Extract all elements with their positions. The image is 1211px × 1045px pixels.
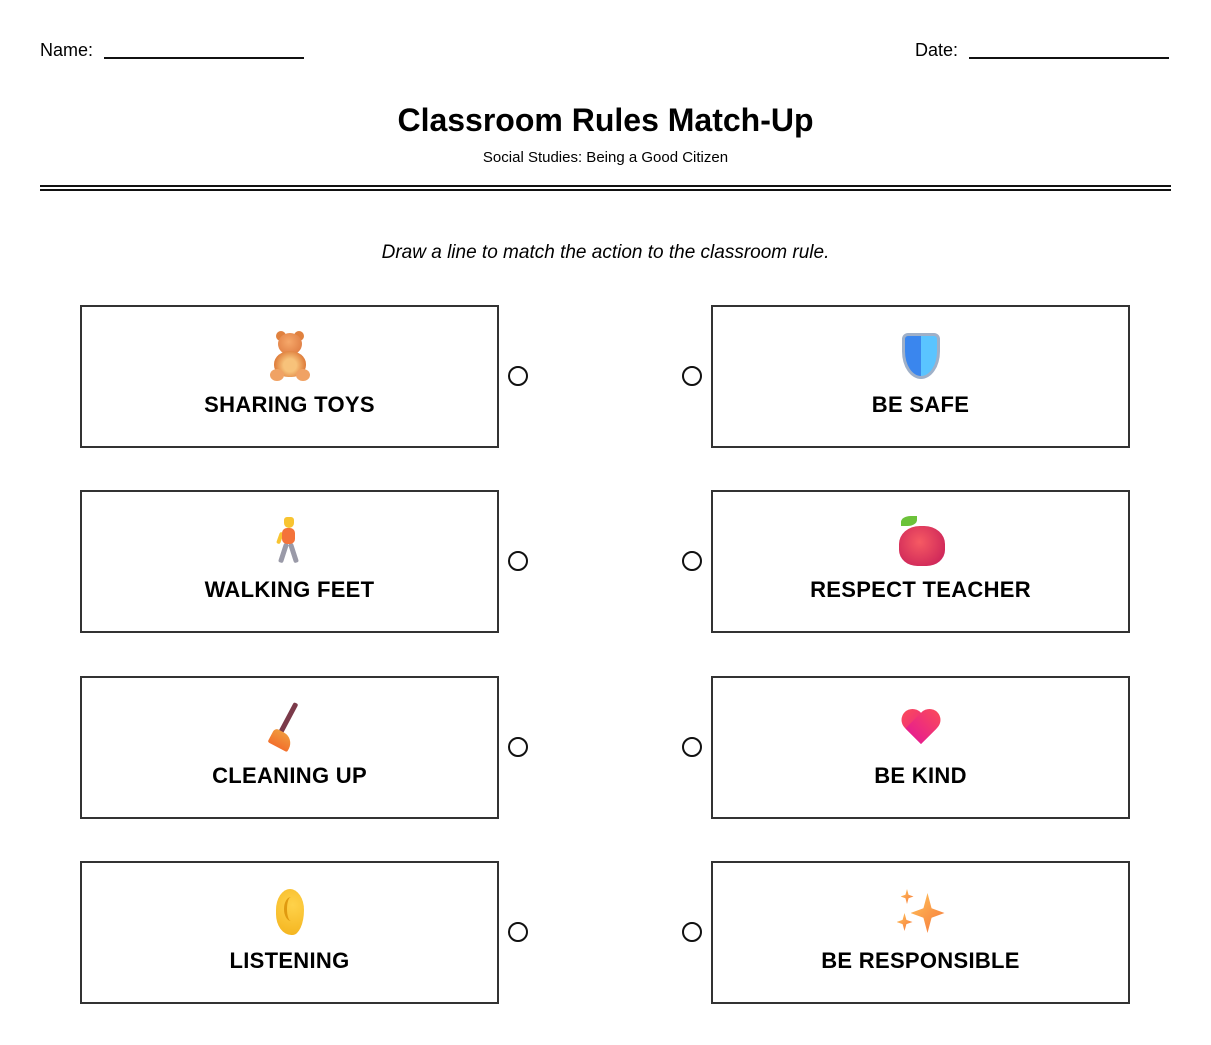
shield-icon bbox=[895, 331, 947, 383]
ear-icon bbox=[264, 887, 316, 939]
sparkles-icon bbox=[895, 887, 947, 939]
action-card-walking-feet bbox=[80, 490, 499, 633]
action-label: SHARING TOYS bbox=[204, 392, 375, 417]
rule-card-be-safe bbox=[711, 305, 1130, 448]
rule-label: BE RESPONSIBLE bbox=[821, 948, 1020, 973]
teddy-bear-icon bbox=[264, 331, 316, 383]
action-label: LISTENING bbox=[229, 948, 350, 973]
heart-icon bbox=[895, 702, 947, 754]
header-divider-bottom bbox=[40, 189, 1171, 191]
match-row bbox=[0, 676, 1211, 819]
broom-icon bbox=[264, 702, 316, 754]
header-divider-top bbox=[40, 185, 1171, 187]
action-card-cleaning-up bbox=[80, 676, 499, 819]
rule-connector-dot[interactable] bbox=[682, 737, 702, 757]
date-label: Date: bbox=[915, 40, 959, 60]
page-subtitle: Social Studies: Being a Good Citizen bbox=[482, 149, 729, 166]
action-connector-dot[interactable] bbox=[508, 922, 528, 942]
rule-connector-dot[interactable] bbox=[682, 366, 702, 386]
action-connector-dot[interactable] bbox=[508, 366, 528, 386]
date-field[interactable] bbox=[915, 40, 1169, 60]
match-row bbox=[0, 490, 1211, 633]
name-label: Name: bbox=[40, 40, 94, 60]
rule-label: RESPECT TEACHER bbox=[810, 577, 1031, 602]
rule-card-respect-teacher bbox=[711, 490, 1130, 633]
page-title: Classroom Rules Match-Up bbox=[397, 102, 814, 138]
date-blank-line[interactable] bbox=[969, 57, 1169, 59]
action-card-sharing-toys bbox=[80, 305, 499, 448]
instructions: Draw a line to match the action to the classroom rule. bbox=[381, 242, 830, 263]
match-row bbox=[0, 861, 1211, 1004]
name-field[interactable] bbox=[40, 40, 304, 60]
action-label: CLEANING UP bbox=[212, 763, 367, 788]
action-label: WALKING FEET bbox=[204, 577, 375, 602]
rule-label: BE KIND bbox=[874, 763, 967, 788]
action-connector-dot[interactable] bbox=[508, 551, 528, 571]
action-card-listening bbox=[80, 861, 499, 1004]
rule-card-be-responsible bbox=[711, 861, 1130, 1004]
rule-label: BE SAFE bbox=[871, 392, 970, 417]
apple-icon bbox=[895, 516, 947, 568]
rule-connector-dot[interactable] bbox=[682, 551, 702, 571]
walking-person-icon bbox=[264, 516, 316, 568]
action-connector-dot[interactable] bbox=[508, 737, 528, 757]
rule-card-be-kind bbox=[711, 676, 1130, 819]
name-blank-line[interactable] bbox=[104, 57, 304, 59]
match-row bbox=[0, 305, 1211, 448]
rule-connector-dot[interactable] bbox=[682, 922, 702, 942]
